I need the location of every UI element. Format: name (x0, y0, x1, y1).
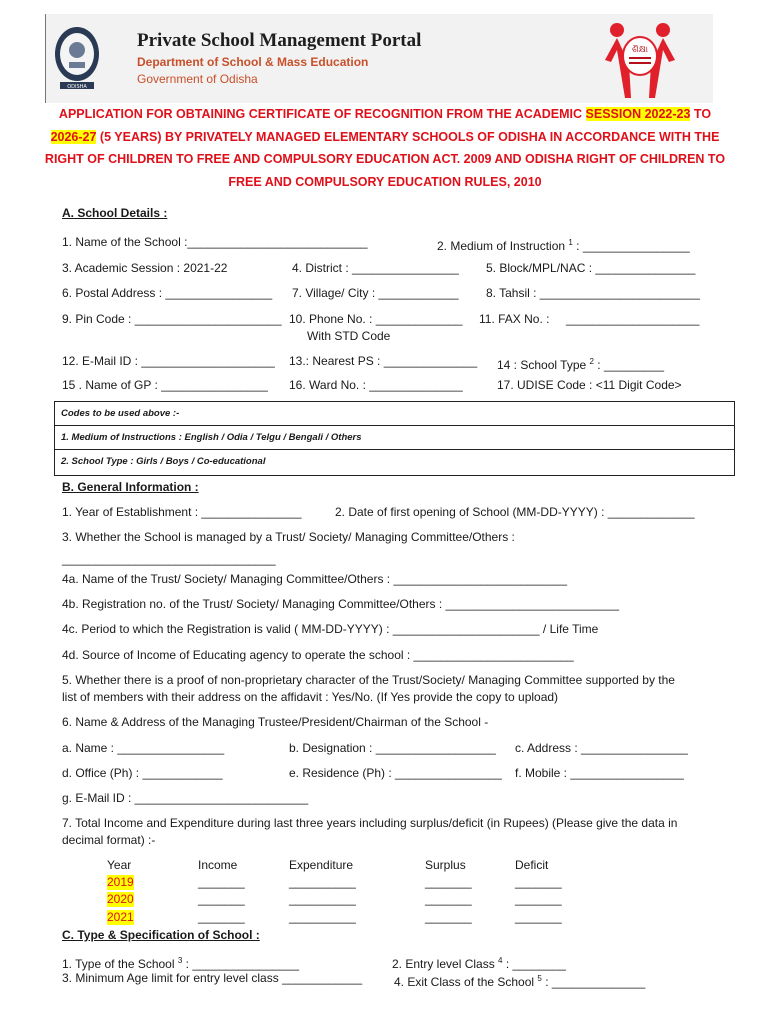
table-expenditure-2021[interactable]: __________ (289, 910, 356, 924)
field-trust-name[interactable]: 4a. Name of the Trust/ Society/ Managing Committee/Others : __________________________ (62, 572, 567, 586)
field-phone-std-note: With STD Code (307, 329, 391, 343)
field-exit-class-label: 4. Exit Class of the School (394, 975, 538, 989)
header-divider (45, 14, 46, 103)
field-medium-instruction-blank: : ________________ (572, 239, 690, 253)
field-school-type[interactable] (497, 354, 664, 373)
field-gp-name[interactable]: 15 . Name of GP : ________________ (62, 378, 268, 392)
section-b-heading: B. General Information : (62, 480, 199, 494)
department-name: Department of School & Mass Education (137, 55, 369, 69)
table-header-surplus: Surplus (425, 858, 466, 872)
codes-heading: Codes to be used above :- (55, 402, 734, 426)
table-header-expenditure: Expenditure (289, 858, 354, 872)
table-income-2021[interactable]: _______ (198, 910, 245, 924)
section-c-heading: C. Type & Specification of School : (62, 928, 260, 942)
table-deficit-2020[interactable]: _______ (515, 892, 562, 906)
field-entry-level-class[interactable] (392, 953, 566, 972)
footnote-1: 1 (568, 238, 573, 247)
codes-table (54, 401, 735, 476)
codes-school-type: 2. School Type : Girls / Boys / Co-educational (61, 456, 266, 467)
question-5-line-1: 5. Whether there is a proof of non-proprietary character of the Trust/Society/ Managing Committee supported by the (62, 673, 675, 687)
footnote-5: 5 (537, 974, 542, 983)
field-medium-instruction-label: 2. Medium of Instruction (437, 239, 569, 253)
field-block[interactable]: 5. Block/MPL/NAC : _______________ (486, 261, 696, 275)
table-surplus-2021[interactable]: _______ (425, 910, 472, 924)
title-part-2: TO (690, 107, 712, 121)
field-postal-address[interactable]: 6. Postal Address : ________________ (62, 286, 273, 300)
field-academic-session: 3. Academic Session : 2021-22 (62, 261, 228, 275)
table-year-2021: 2021 (107, 910, 134, 924)
footnote-2: 2 (589, 357, 594, 366)
table-deficit-2019[interactable]: _______ (515, 875, 562, 889)
codes-medium: 1. Medium of Instructions : English / Odia / Telgu / Bengali / Others (55, 426, 734, 450)
table-income-2019[interactable]: _______ (198, 875, 245, 889)
question-5-line-2: list of members with their address on the affidavit : Yes/No. (If Yes provide the copy to upload) (62, 690, 559, 704)
field-trustee-email[interactable]: g. E-Mail ID : __________________________ (62, 791, 309, 805)
field-fax-label: 11. FAX No. : (479, 312, 550, 326)
field-registration-period[interactable]: 4c. Period to which the Registration is valid ( MM-DD-YYYY) : ______________________ / Life Time (62, 622, 599, 636)
title-session-start: SESSION 2022-23 (585, 107, 691, 121)
field-udise-code[interactable]: 17. UDISE Code : <11 Digit Code> (497, 378, 682, 392)
field-minimum-age[interactable]: 3. Minimum Age limit for entry level class ____________ (62, 971, 363, 985)
field-pin-code[interactable]: 9. Pin Code : ______________________ (62, 312, 282, 326)
field-year-establishment[interactable]: 1. Year of Establishment : _______________ (62, 505, 302, 519)
government-name: Government of Odisha (137, 72, 258, 86)
field-email[interactable]: 12. E-Mail ID : ____________________ (62, 354, 275, 368)
footnote-4: 4 (498, 956, 503, 965)
field-district[interactable]: 4. District : ________________ (292, 261, 459, 275)
portal-header (45, 14, 713, 103)
title-session-end: 2026-27 (50, 129, 97, 144)
field-entry-level-class-label: 2. Entry level Class (392, 957, 499, 971)
question-7-line-2: decimal format) :- (62, 833, 156, 847)
field-ward-no[interactable]: 16. Ward No. : ______________ (289, 378, 463, 392)
field-trustee-address[interactable]: c. Address : ________________ (515, 741, 688, 755)
footnote-3: 3 (177, 956, 183, 965)
table-header-income: Income (198, 858, 238, 872)
field-tahsil[interactable]: 8. Tahsil : ________________________ (486, 286, 700, 300)
field-phone-no[interactable]: 10. Phone No. : _____________ (289, 312, 463, 326)
title-part-3: (5 YEARS) BY PRIVATELY MANAGED ELEMENTARY SCHOOLS OF ODISHA IN ACCORDANCE WITH THE RIGHT OF CHILDREN TO FREE AND COMPULSORY EDUCATION ACT. 2009 AND ODISHA RIGHT OF CHILDREN TO FREE AND COMPULSORY EDUCATION RULES, 2010 (44, 129, 726, 189)
logo-text: ଶିକ୍ଷା (631, 45, 649, 55)
table-year-2020: 2020 (107, 892, 134, 906)
field-trustee-designation[interactable]: b. Designation : __________________ (289, 741, 496, 755)
table-deficit-2021[interactable]: _______ (515, 910, 562, 924)
field-nearest-ps[interactable]: 13.: Nearest PS : ______________ (289, 354, 478, 368)
shiksha-logo-icon (597, 20, 683, 100)
field-school-type-c[interactable] (62, 953, 299, 972)
table-header-year: Year (107, 858, 132, 872)
section-a-heading: A. School Details : (62, 206, 168, 220)
field-managed-by-label: 3. Whether the School is managed by a Trust/ Society/ Managing Committee/Others : (62, 530, 515, 544)
emblem-text: ODISHA (67, 84, 87, 90)
table-surplus-2019[interactable]: _______ (425, 875, 472, 889)
field-trustee-residence-phone[interactable]: e. Residence (Ph) : ________________ (289, 766, 502, 780)
field-school-type-c-blank: : ________________ (182, 957, 300, 971)
field-school-type-blank: : _________ (593, 358, 665, 372)
portal-title: Private School Management Portal (137, 30, 422, 51)
question-7-line-1: 7. Total Income and Expenditure during last three years including surplus/deficit (in Rupees) (Please give the data in (62, 816, 678, 830)
question-6-label: 6. Name & Address of the Managing Trustee/President/Chairman of the School - (62, 715, 489, 729)
field-exit-class-blank: : ______________ (541, 975, 646, 989)
table-expenditure-2020[interactable]: __________ (289, 892, 356, 906)
odisha-emblem-icon (52, 22, 102, 92)
field-school-name[interactable]: 1. Name of the School :___________________________ (62, 235, 368, 249)
field-trustee-name[interactable]: a. Name : ________________ (62, 741, 225, 755)
field-school-type-label: 14 : School Type (497, 358, 590, 372)
field-entry-level-class-blank: : ________ (502, 957, 566, 971)
field-trustee-mobile[interactable]: f. Mobile : _________________ (515, 766, 684, 780)
field-village-city[interactable]: 7. Village/ City : ____________ (292, 286, 459, 300)
title-part-1: APPLICATION FOR OBTAINING CERTIFICATE OF RECOGNITION FROM THE ACADEMIC (58, 107, 586, 121)
field-income-source[interactable]: 4d. Source of Income of Educating agency to operate the school : ________________________ (62, 648, 574, 662)
field-trustee-office-phone[interactable]: d. Office (Ph) : ____________ (62, 766, 223, 780)
application-title (40, 103, 730, 193)
field-exit-class[interactable] (394, 971, 645, 990)
table-income-2020[interactable]: _______ (198, 892, 245, 906)
field-school-type-c-label: 1. Type of the School (62, 957, 178, 971)
table-year-2019: 2019 (107, 875, 134, 889)
field-date-first-opening[interactable]: 2. Date of first opening of School (MM-DD-YYYY) : _____________ (335, 505, 695, 519)
table-header-deficit: Deficit (515, 858, 549, 872)
field-managed-by[interactable]: ________________________________ (62, 552, 276, 566)
table-expenditure-2019[interactable]: __________ (289, 875, 356, 889)
field-medium-instruction[interactable] (437, 235, 690, 254)
field-registration-no[interactable]: 4b. Registration no. of the Trust/ Society/ Managing Committee/Others : __________________________ (62, 597, 620, 611)
table-surplus-2020[interactable]: _______ (425, 892, 472, 906)
field-fax-blank[interactable]: ____________________ (566, 312, 700, 326)
